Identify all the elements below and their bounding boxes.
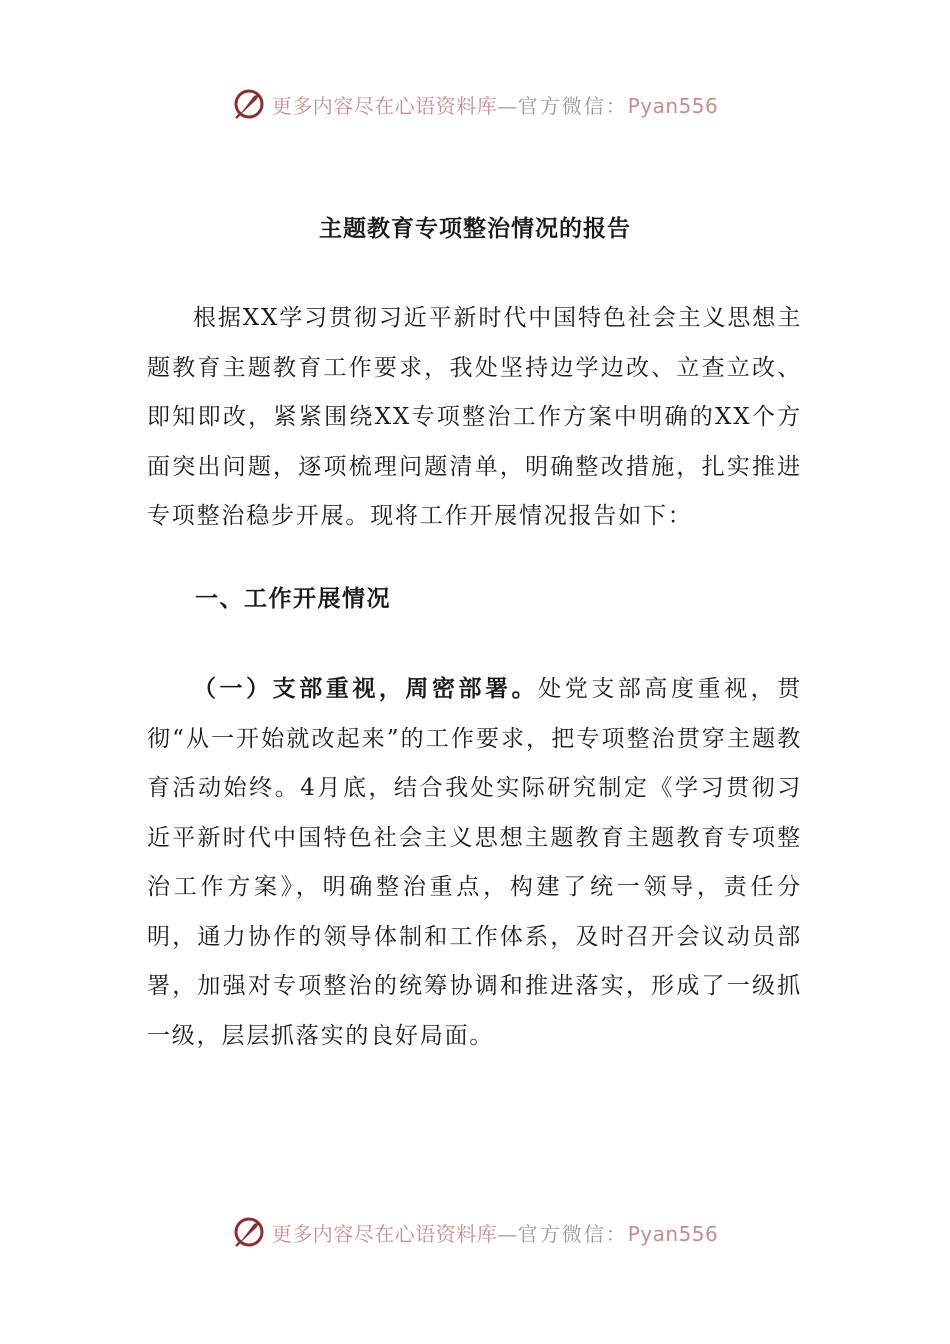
footer-watermark bbox=[0, 1210, 950, 1254]
watermark-text: 更多内容尽在心语资料库—官方微信：Pyan556 bbox=[271, 1221, 719, 1246]
section-heading: 一、工作开展情况 bbox=[195, 585, 391, 612]
document-title: 主题教育专项整治情况的报告 bbox=[319, 215, 631, 242]
subsection-paragraph bbox=[147, 664, 802, 1061]
header-watermark bbox=[0, 82, 950, 126]
watermark-text: 更多内容尽在心语资料库—官方微信：Pyan556 bbox=[271, 93, 719, 118]
quill-logo-icon bbox=[232, 1215, 266, 1249]
intro-paragraph: 根据XX学习贯彻习近平新时代中国特色社会主义思想主题教育主题教育工作要求，我处坚持边学边改、立查立改、即知即改，紧紧围绕XX专项整治工作方案中明确的XX个方面突出问题，逐项梳理问题清单，明确整改措施，扎实推进专项整治稳步开展。现将工作开展情况报告如下： bbox=[147, 305, 802, 529]
subsection-body: 处党支部高度重视，贯彻“从一开始就改起来”的工作要求，把专项整治贯穿主题教育活动始终。4月底，结合我处实际研究制定《学习贯彻习近平新时代中国特色社会主义思想主题教育主题教育专项整治工作方案》，明确整治重点，构建了统一领导，责任分明，通力协作的领导体制和工作体系，及时召开会议动员部署，加强对专项整治的统筹协调和推进落实，形成了一级抓一级，层层抓落实的良好局面。 bbox=[147, 676, 803, 1049]
subsection-heading: （一）支部重视，周密部署。 bbox=[193, 675, 539, 702]
quill-logo-icon bbox=[232, 87, 266, 121]
